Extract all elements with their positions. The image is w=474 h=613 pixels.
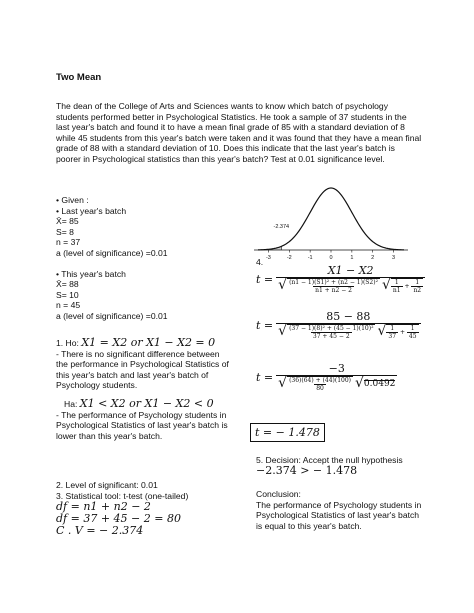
normal-curve-diagram (246, 180, 416, 262)
hypotheses-block (56, 338, 231, 441)
conclusion-block (256, 489, 426, 531)
t-equals-2: t = (256, 318, 274, 332)
step-3: 3. Statistical tool: t-test (one-tailed) (56, 490, 189, 501)
decision-text: 5. Decision: Accept the null hypothesis (256, 455, 403, 465)
sub-recip-1-den: 37 (388, 332, 397, 340)
this-year-alpha: a (level of significance) =0.01 (56, 310, 168, 321)
sub-recip-2-den: 45 (408, 332, 417, 340)
this-year-n: n = 45 (56, 300, 81, 311)
formula-numerator: X1 − X2 (327, 264, 374, 277)
critical-value: C . V = − 2.374 (56, 524, 144, 538)
t-simplified: t = −3 √ $\frac{(36)(64) + (44)(100)}{80}$ √ 0.0492 (256, 362, 396, 392)
axis-tick-label: 1 (350, 255, 354, 261)
axis-tick-label: -3 (265, 255, 271, 261)
decision-block (256, 455, 446, 476)
substituted-variance-denominator: 37 + 45 − 2 (312, 332, 350, 340)
t-equals: t = (256, 272, 274, 286)
problem-statement: The dean of the College of Arts and Sciences wants to know which batch of psychology students performed better in Psychological Statistics. He took a sample of 37 students in the last year's batch and found it to have a mean final grade of 85 with a standard deviation of 8 while 45 students from this year's batch were taken and it was found that they have a mean final grade of 88 with a standard deviation of 10. Does this indicate that the last year's batch is poorer in Psychological statistics than this year's batch? Test at 0.01 significance level. (56, 101, 422, 164)
this-year-mean: X̄= 88 (56, 279, 79, 290)
axis-tick-label: 0 (329, 255, 333, 261)
sub-recip-1-num: 1 (390, 324, 395, 332)
df-value: df = 37 + 45 − 2 = 80 (56, 512, 181, 526)
steps-block (56, 480, 188, 537)
ha-equation: X1 < X2 or X1 − X2 < 0 (79, 396, 214, 410)
section-title: Two Mean (56, 72, 102, 83)
ha-description: - The performance of Psychology students in Psychological Statistics of last year's batch is lower than this year's batch. (56, 409, 228, 441)
recip-1-den: n1 (392, 286, 401, 294)
t-equals-3: t = (256, 370, 274, 384)
last-year-alpha: a (level of significance) =0.01 (56, 247, 168, 258)
decision-comparison: −2.374 > − 1.478 (256, 463, 358, 477)
axis-ticks (266, 250, 395, 261)
last-year-n: n = 37 (56, 237, 81, 248)
axis-tick-label: -1 (307, 255, 313, 261)
recip-2-num: 1 (415, 278, 420, 286)
recip-2-den: n2 (413, 286, 422, 294)
bell-curve (258, 188, 404, 250)
t-result: t = − 1.478 (250, 423, 325, 442)
critical-value-label: -2.374 (273, 224, 290, 230)
pooled-variance-denominator: n1 + n2 − 2 (315, 286, 352, 294)
simplified-variance-numerator: (36)(64) + (44)(100) (289, 376, 351, 384)
axis-tick-label: 2 (371, 255, 375, 261)
last-year-sd: S= 8 (56, 226, 74, 237)
step-4-label: 4. (256, 257, 264, 267)
h0-equation: X1 = X2 or X1 − X2 = 0 (81, 336, 216, 349)
last-year-header: • Last year's batch (56, 205, 127, 216)
conclusion-label: Conclusion: (256, 489, 301, 499)
axis-tick-label: 3 (392, 255, 396, 261)
given-block (56, 195, 168, 322)
sub-recip-2-num: 1 (410, 324, 415, 332)
substituted-variance-numerator: (37 − 1)(8)² + (45 − 1)(10)² (289, 324, 374, 332)
ha-prefix: Ha: (64, 398, 78, 409)
axis-tick-label: -2 (286, 255, 292, 261)
this-year-header: • This year's batch (56, 268, 126, 279)
step-2: 2. Level of significant: 0.01 (56, 480, 158, 490)
h0-description: - There is no significant difference between the performance in Psychological Statistics of this year's batch and last year's batch of Psychology students. (56, 348, 229, 391)
last-year-mean: X̄= 85 (56, 216, 79, 227)
t-substituted: t = 85 − 88 √ $\frac{\text{(37 − 1)(8)² + (45 − 1)(10)²}}{37 + 45 - 2}$ √ $\frac{1}{37}$ + $\frac{1}{45}$ (256, 312, 421, 340)
h0-prefix: 1. Ho: (56, 338, 79, 348)
conclusion-text: The performance of Psychology students in Psychological Statistics of last year's batch is equal to this year's batch. (256, 499, 422, 531)
pooled-variance-numerator: (n1 − 1)(S1)² + (n2 − 1)(S2)² (289, 278, 378, 286)
given-header: • Given : (56, 195, 89, 205)
t-result-box (250, 428, 325, 439)
substituted-numerator: 85 − 88 (326, 310, 371, 323)
standard-error-root: 0.0492 (363, 378, 396, 389)
t-formula: t = X1 − X2 √ $\frac{\text{(n1 − 1)(S1)² + (n2 − 1)(S2)²}}{n1 + n2 - 2}$ √ $\frac{1}{n1}$ + $\frac{1}{n2}$ (256, 266, 425, 294)
simplified-numerator: −3 (328, 362, 345, 375)
df-formula: df = n1 + n2 − 2 (56, 500, 151, 514)
recip-1-num: 1 (394, 278, 399, 286)
this-year-sd: S= 10 (56, 289, 79, 300)
simplified-variance-denominator: 80 (316, 384, 324, 392)
